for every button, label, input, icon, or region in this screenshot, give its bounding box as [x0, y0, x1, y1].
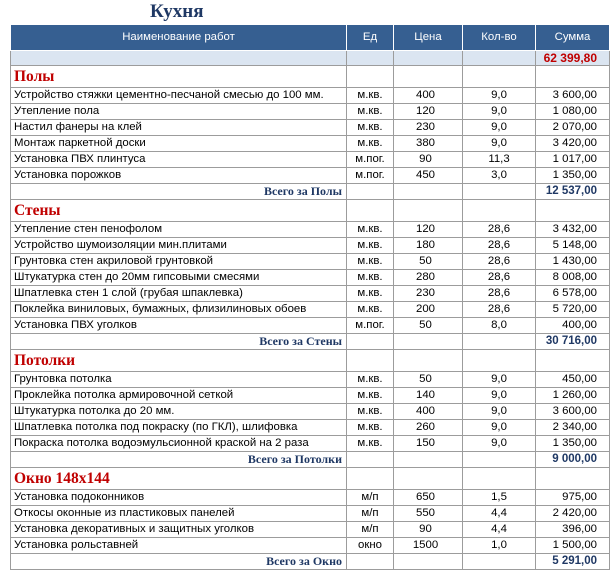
qty-cell: 4,4	[463, 522, 536, 538]
empty-cell	[347, 66, 394, 88]
empty-cell	[347, 184, 394, 200]
qty-cell: 4,4	[463, 506, 536, 522]
section-total-row	[11, 452, 610, 468]
estimate-table	[10, 24, 610, 570]
work-name-cell: Установка ПВХ плинтуса	[11, 152, 347, 168]
work-name-cell: Устройство стяжки цементно-песчаной смесью до 100 мм.	[11, 88, 347, 104]
empty-cell	[536, 468, 610, 490]
sum-cell: 1 430,00	[536, 254, 610, 270]
work-name-cell: Штукатурка потолка до 20 мм.	[11, 404, 347, 420]
qty-cell: 8,0	[463, 318, 536, 334]
qty-cell: 3,0	[463, 168, 536, 184]
empty-cell	[347, 350, 394, 372]
unit-cell: м/п	[347, 490, 394, 506]
table-row	[11, 318, 610, 334]
sum-cell: 396,00	[536, 522, 610, 538]
unit-cell: м.пог.	[347, 152, 394, 168]
unit-cell: м.кв.	[347, 388, 394, 404]
empty-cell	[394, 184, 463, 200]
sum-cell: 1 260,00	[536, 388, 610, 404]
section-title: Окно 148х144	[11, 468, 347, 490]
unit-cell: м.кв.	[347, 372, 394, 388]
sum-cell: 1 500,00	[536, 538, 610, 554]
price-cell: 50	[394, 318, 463, 334]
section-total-row	[11, 334, 610, 350]
unit-cell: м.кв.	[347, 254, 394, 270]
sum-cell: 1 350,00	[536, 436, 610, 452]
empty-cell	[394, 468, 463, 490]
grand-total-blank	[347, 51, 394, 66]
empty-cell	[394, 334, 463, 350]
table-row	[11, 538, 610, 554]
sum-cell: 5 720,00	[536, 302, 610, 318]
grand-total-blank	[394, 51, 463, 66]
sum-cell: 6 578,00	[536, 286, 610, 302]
section-total-value: 30 716,00	[536, 334, 610, 350]
qty-cell: 9,0	[463, 404, 536, 420]
empty-cell	[536, 350, 610, 372]
section-total-value: 9 000,00	[536, 452, 610, 468]
unit-cell: окно	[347, 538, 394, 554]
empty-cell	[347, 334, 394, 350]
work-name-cell: Устройство шумоизоляции мин.плитами	[11, 238, 347, 254]
section-total-label: Всего за Потолки	[11, 452, 347, 468]
empty-cell	[463, 200, 536, 222]
sum-cell: 1 017,00	[536, 152, 610, 168]
section-header-row	[11, 468, 610, 490]
table-row	[11, 254, 610, 270]
section-title: Стены	[11, 200, 347, 222]
unit-cell: м.кв.	[347, 104, 394, 120]
section-total-row	[11, 554, 610, 570]
section-header-row	[11, 66, 610, 88]
empty-cell	[347, 200, 394, 222]
work-name-cell: Штукатурка стен до 20мм гипсовыми смесями	[11, 270, 347, 286]
price-cell: 120	[394, 222, 463, 238]
table-row	[11, 302, 610, 318]
work-name-cell: Поклейка виниловых, бумажных, флизилиновых обоев	[11, 302, 347, 318]
work-name-cell: Шпатлевка потолка под покраску (по ГКЛ), шлифовка	[11, 420, 347, 436]
sum-cell: 3 600,00	[536, 88, 610, 104]
table-row	[11, 404, 610, 420]
table-row	[11, 104, 610, 120]
empty-cell	[463, 184, 536, 200]
empty-cell	[347, 554, 394, 570]
qty-cell: 9,0	[463, 120, 536, 136]
column-header-name: Наименование работ	[11, 25, 347, 51]
section-title: Полы	[11, 66, 347, 88]
empty-cell	[394, 350, 463, 372]
unit-cell: м.кв.	[347, 120, 394, 136]
work-name-cell: Установка подоконников	[11, 490, 347, 506]
sum-cell: 3 432,00	[536, 222, 610, 238]
empty-cell	[347, 452, 394, 468]
section-header-row	[11, 350, 610, 372]
price-cell: 280	[394, 270, 463, 286]
unit-cell: м/п	[347, 522, 394, 538]
unit-cell: м.кв.	[347, 222, 394, 238]
table-row	[11, 238, 610, 254]
grand-total-blank	[11, 51, 347, 66]
price-cell: 380	[394, 136, 463, 152]
work-name-cell: Покраска потолка водоэмульсионной краской на 2 раза	[11, 436, 347, 452]
grand-total-row	[11, 51, 610, 66]
empty-cell	[463, 452, 536, 468]
qty-cell: 9,0	[463, 136, 536, 152]
section-header-row	[11, 200, 610, 222]
column-header-qty: Кол-во	[463, 25, 536, 51]
price-cell: 450	[394, 168, 463, 184]
empty-cell	[347, 468, 394, 490]
work-name-cell: Установка декоративных и защитных уголков	[11, 522, 347, 538]
empty-cell	[394, 554, 463, 570]
qty-cell: 28,6	[463, 270, 536, 286]
unit-cell: м/п	[347, 506, 394, 522]
sum-cell: 5 148,00	[536, 238, 610, 254]
price-cell: 230	[394, 120, 463, 136]
sum-cell: 3 600,00	[536, 404, 610, 420]
work-name-cell: Проклейка потолка армировочной сеткой	[11, 388, 347, 404]
sum-cell: 2 420,00	[536, 506, 610, 522]
empty-cell	[463, 350, 536, 372]
empty-cell	[463, 334, 536, 350]
table-row	[11, 420, 610, 436]
header-row	[11, 25, 610, 51]
section-total-value: 5 291,00	[536, 554, 610, 570]
table-row	[11, 436, 610, 452]
qty-cell: 9,0	[463, 436, 536, 452]
price-cell: 230	[394, 286, 463, 302]
section-total-label: Всего за Окно	[11, 554, 347, 570]
table-row	[11, 270, 610, 286]
sum-cell: 2 340,00	[536, 420, 610, 436]
qty-cell: 9,0	[463, 88, 536, 104]
sum-cell: 1 080,00	[536, 104, 610, 120]
empty-cell	[394, 452, 463, 468]
section-total-label: Всего за Полы	[11, 184, 347, 200]
price-cell: 650	[394, 490, 463, 506]
empty-cell	[394, 200, 463, 222]
empty-cell	[536, 200, 610, 222]
price-cell: 400	[394, 88, 463, 104]
price-cell: 1500	[394, 538, 463, 554]
qty-cell: 9,0	[463, 388, 536, 404]
table-row	[11, 372, 610, 388]
price-cell: 550	[394, 506, 463, 522]
work-name-cell: Установка ПВХ уголков	[11, 318, 347, 334]
sum-cell: 400,00	[536, 318, 610, 334]
unit-cell: м.кв.	[347, 88, 394, 104]
qty-cell: 1,5	[463, 490, 536, 506]
section-title: Потолки	[11, 350, 347, 372]
unit-cell: м.пог.	[347, 168, 394, 184]
sum-cell: 3 420,00	[536, 136, 610, 152]
table-body	[11, 51, 610, 570]
work-name-cell: Утепление пола	[11, 104, 347, 120]
table-row	[11, 388, 610, 404]
unit-cell: м.кв.	[347, 302, 394, 318]
work-name-cell: Утепление стен пенофолом	[11, 222, 347, 238]
section-total-row	[11, 184, 610, 200]
table-row	[11, 222, 610, 238]
qty-cell: 28,6	[463, 238, 536, 254]
qty-cell: 28,6	[463, 222, 536, 238]
column-header-price: Цена	[394, 25, 463, 51]
unit-cell: м.кв.	[347, 436, 394, 452]
price-cell: 90	[394, 522, 463, 538]
sum-cell: 2 070,00	[536, 120, 610, 136]
qty-cell: 9,0	[463, 104, 536, 120]
work-name-cell: Грунтовка потолка	[11, 372, 347, 388]
price-cell: 90	[394, 152, 463, 168]
work-name-cell: Настил фанеры на клей	[11, 120, 347, 136]
table-row	[11, 152, 610, 168]
qty-cell: 9,0	[463, 420, 536, 436]
empty-cell	[463, 66, 536, 88]
qty-cell: 11,3	[463, 152, 536, 168]
column-header-unit: Ед	[347, 25, 394, 51]
work-name-cell: Откосы оконные из пластиковых панелей	[11, 506, 347, 522]
table-row	[11, 136, 610, 152]
table-row	[11, 522, 610, 538]
qty-cell: 1,0	[463, 538, 536, 554]
unit-cell: м.пог.	[347, 318, 394, 334]
unit-cell: м.кв.	[347, 136, 394, 152]
unit-cell: м.кв.	[347, 238, 394, 254]
price-cell: 50	[394, 372, 463, 388]
sum-cell: 975,00	[536, 490, 610, 506]
sum-cell: 1 350,00	[536, 168, 610, 184]
price-cell: 50	[394, 254, 463, 270]
price-cell: 200	[394, 302, 463, 318]
empty-cell	[463, 468, 536, 490]
price-cell: 180	[394, 238, 463, 254]
table-row	[11, 120, 610, 136]
qty-cell: 28,6	[463, 302, 536, 318]
table-row	[11, 88, 610, 104]
work-name-cell: Монтаж паркетной доски	[11, 136, 347, 152]
price-cell: 150	[394, 436, 463, 452]
table-row	[11, 168, 610, 184]
table-row	[11, 490, 610, 506]
work-name-cell: Грунтовка стен акриловой грунтовкой	[11, 254, 347, 270]
price-cell: 260	[394, 420, 463, 436]
unit-cell: м.кв.	[347, 404, 394, 420]
sum-cell: 450,00	[536, 372, 610, 388]
table-row	[11, 506, 610, 522]
column-header-sum: Сумма	[536, 25, 610, 51]
empty-cell	[536, 66, 610, 88]
sum-cell: 8 008,00	[536, 270, 610, 286]
price-cell: 400	[394, 404, 463, 420]
empty-cell	[394, 66, 463, 88]
empty-cell	[463, 554, 536, 570]
work-name-cell: Установка рольставней	[11, 538, 347, 554]
grand-total-value: 62 399,80	[536, 51, 610, 66]
unit-cell: м.кв.	[347, 286, 394, 302]
work-name-cell: Шпатлевка стен 1 слой (грубая шпаклевка)	[11, 286, 347, 302]
section-total-label: Всего за Стены	[11, 334, 347, 350]
work-name-cell: Установка порожков	[11, 168, 347, 184]
page-title: Кухня	[150, 1, 204, 22]
unit-cell: м.кв.	[347, 420, 394, 436]
table-row	[11, 286, 610, 302]
section-total-value: 12 537,00	[536, 184, 610, 200]
qty-cell: 28,6	[463, 286, 536, 302]
unit-cell: м.кв.	[347, 270, 394, 286]
qty-cell: 28,6	[463, 254, 536, 270]
price-cell: 120	[394, 104, 463, 120]
price-cell: 140	[394, 388, 463, 404]
qty-cell: 9,0	[463, 372, 536, 388]
grand-total-blank	[463, 51, 536, 66]
